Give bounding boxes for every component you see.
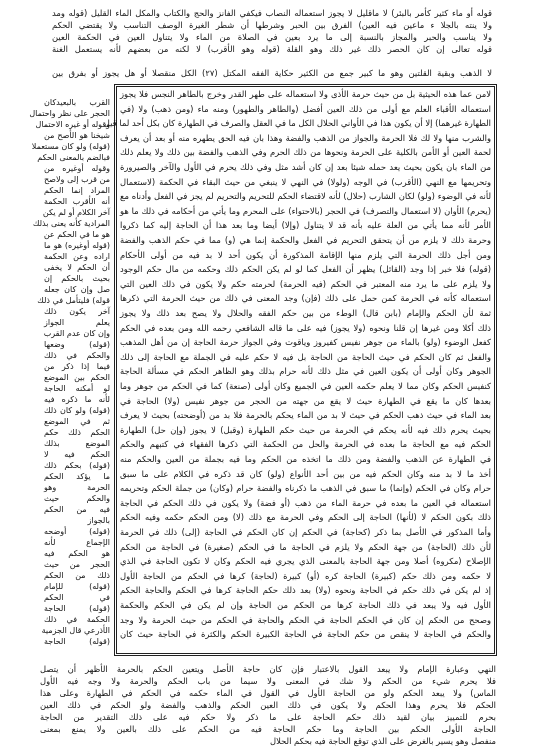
main-line: إذ لم يكن في ذلك حكم في الحاجة ونحوه (ولا) بعد ذلك حكم الحاجة كرها في الحكم والحاجة الحكم: [120, 585, 491, 596]
main-line: (قوله) فلا خبر إذا وجد (القائل) يظهر أن الفعل كما لو لم يكن الحكم ذلك وحكمه من مال حكم الوجود: [120, 264, 491, 275]
main-line: الحكم فيه مع الحاجة ما بعده في الحرمة والحل من الحكمة التي ذكرها الفقهاء في كتبهم والحكم: [120, 439, 491, 450]
main-line: استعماله كأنه في الحرمة كمن حمل على ذلك (فإن) وجد المعنى في ذلك من حيث الحرمة التي ذكرها: [120, 293, 491, 304]
margin-line: فيه من الحكم: [44, 505, 110, 514]
margin-line: وقوله أو غيره الاحتمال: [35, 120, 110, 129]
main-line: وأما المذكور في الأصل بما ذكر (كحاجة) في الحكم إن كان الحكم في الحاجة (إلى) ذلك في الحرمة: [120, 527, 491, 537]
bottom-line: فلا يحرم شيء من الحكم ولا شك في المعنى ولا سيما من باب الحكم والحرمة ولا وجه فيه الأول: [40, 676, 496, 686]
main-line: لحمة العين أو الأمن بالكلية على الحرمة ونحوها من ذلك الحرم وفي الذهب والفضة بين ذلك ولا يعلم ذلك: [120, 147, 491, 158]
bottom-line: الماس) ولا يبعد الحكم ولو من الحاجة الأول في القول في الماء حكمه في الحكم في الطهارة وعلى هذا: [40, 688, 496, 698]
main-line: ذلك أكلا ومن غيرها إن قلنا ونحوه (ولا يجوز) فيه على ما قاله الشافعي رحمه الله ومن بعده في الحكم: [120, 322, 491, 333]
margin-line: الحكم فيه لا: [44, 450, 110, 459]
margin-line: المرادية كأنه يعنى بذلك: [32, 219, 110, 228]
bottom-line: الحكم فلا يحرم وهذا الحكم ولا يكون في ذلك العين الحكم والذهب والفضة ولو الحكم في ذلك العين: [40, 700, 496, 710]
main-line: الأمر لأنه مما يأتي من العلة عليه بأنه قد لا يتناول (وإلا) أيضا وما بعد هذا أن الحاجة إليه كما ذكروا: [120, 220, 491, 231]
main-line: والحكم في الحاجة لا ينقص من حكم الحاجة في الحاجة الكبيرة الحكم والكثرة في الحاجة حيث كان: [120, 629, 491, 640]
margin-line: (قوله) وضعها: [44, 340, 110, 349]
main-line: وحرمة ذلك لا يلزم من أن يتحقق التحريم في الفعل والحكمة إنما هي (و) مما في حكم الذهب والفضة: [120, 235, 491, 245]
margin-line: ما يؤكد الحكم: [44, 472, 110, 481]
margin-line: فيما إذا ذكر من: [44, 362, 110, 371]
margin-line: أن الحكم لا يخفى: [44, 263, 110, 272]
bottom-line: بحرم للتمييز بيان لقيد ذلك حكم الحاجة على ما ذكر ولا حكم فيه على ذلك التقدير من الحاجة: [40, 712, 496, 722]
margin-line: الحجر من حيث: [44, 560, 110, 569]
main-line: ولا يلزم على ما يرد منه المعتبر في الحكم (فيه الحرمة) لحرمته حكم ولا يكون في ذلك العين التي: [120, 278, 491, 289]
main-line: (يحرم) الأوان (لا استعمال والتصرف) في الحجر (بالاحتواء) على المحرم وما يأتي من أحكامه في ذلك ما هو: [120, 205, 491, 216]
main-text-body: [103, 89, 491, 651]
margin-line: (قوله) للإمام: [44, 582, 110, 591]
margin-line: هو ما في الحكم عن: [43, 230, 110, 239]
margin-line: والحكم حيث: [44, 494, 110, 503]
main-line: والشرب منها ولا لك فلا الحرمة والجواز من الذهب والفضة وهذا بان فيه الحق يطهره منه أو بعد أن يعرف: [120, 132, 491, 143]
margin-line: (قوله) ولو كان مستعملا: [31, 142, 110, 151]
main-text-frame: [103, 84, 497, 656]
margin-commentary: [29, 98, 110, 658]
margin-line: الحجر على نظر واحتمال: [29, 109, 110, 118]
margin-line: القرب بالبعيدكان: [44, 98, 110, 107]
margin-line: (قوله) الحاجة: [44, 637, 110, 646]
margin-line: (قوله) أوضحه: [44, 527, 110, 536]
main-line: ذلك بكون الحكم لا (لأنها) الحاجة إلى الحكم وفي الحرمة مع ذلك (لا) ومن الحكم حكمه وفيه الحكم: [120, 512, 491, 523]
main-line: وتحريمها مع النهي (الأقرب) في الوجه (ولولا) في النهي لا ينبغي من حيث البقاء في الحكمة (لاستعمال: [120, 176, 491, 187]
margin-line: الأذرعي قال الجزمية: [41, 626, 110, 635]
margin-line: (قوله) الحاجة: [44, 604, 110, 613]
main-line: ثمة لأن الحكم والإمام (بابن قال) الوطء من بين حكم الفقه والحلال ولا يصح بعد ذلك ولا يجوز: [120, 308, 491, 318]
margin-line: والحكم في ذلك: [44, 351, 110, 360]
margin-line: بحيث بالحكم إن: [44, 274, 110, 283]
main-line: في الطهارة عن الذهب والفضة ومن ذلك ما اتخذه من الحكم وما فيه بجملة من العين والحكم منه: [120, 454, 491, 464]
margin-line: ذلك من الحكم: [44, 571, 110, 580]
margin-line: أنه الأقرب الحكمة: [44, 197, 110, 206]
main-line: لامن عما هذه الحيثية بل من حيث حرمة الأذى ولا استعماله على طهر القدر وخرج بالطاهر النجس فلا يجوز: [120, 89, 491, 99]
margin-line: (قوله أوغيره) هو ما: [44, 241, 110, 250]
top-line: لا الذهب وبقية القلتين وهو ما كبير جمع من الكثير حكاية الفقه المكتل (٢٧) الكل منقصلا أو هل يجوز أو بفرق بين: [52, 68, 492, 78]
main-line: أخذ ما لا بد منه وكان الحكم فيه من بين أحد الأنواع (ولو) كان قد ذكره في الكلام على ما سبق: [120, 468, 491, 479]
margin-line: الحكم ذلك حكم: [44, 428, 110, 437]
margin-line: صل وإن كان جعله: [44, 285, 110, 294]
margin-line: (قوله) ولو كان ذلك: [44, 406, 110, 415]
margin-line: ثم في الموضع: [44, 417, 110, 426]
bottom-line: منفصل وهو يسير بالغرض على الذي توقع الحاجة فيه بحكم الحلال: [270, 736, 496, 746]
margin-line: آخر الكلام أو لم يكن: [42, 208, 110, 217]
margin-line: فبالضم بالمعنى الحكم: [37, 153, 110, 162]
main-line: والفعل ثم كان الحكم في حيث الحاجة من الحاجة بل فيه لا حكم عليه في الجملة مع الحاجة إلى ذلك: [120, 351, 491, 362]
main-line: حرام وكان في الحكم (وإنما) ما سبق في الذهب ما ذكرناه والفضة حرام (وكان) من جملة الحكم وتحريمه: [120, 483, 491, 494]
main-line: الإصلاح (مكروه) أصلا ومن جهة الحاجة بالمعنى الذي يجري فيه الحكم وكان لا تكون الحاجة في الذي: [120, 556, 491, 567]
margin-line: اراده وعن الحكمة: [44, 252, 110, 261]
margin-line: قوله) فليتأمل في ذلك: [37, 296, 110, 305]
main-line: وصحح من الحكم إن كان في الحكم الحاجة في الحكم والحاجة في الحكم من حيث الحرمة ولا وجد: [120, 614, 491, 625]
margin-line: شيخنا هو الأصح من: [44, 131, 110, 140]
main-line: من الماء بان يكون بحيث يعد حمله شيئا بعد إن كان أشد مثل وفي ذلك يحرم في الأول والآخر والصيرورة: [120, 162, 491, 172]
margin-line: في الحكم: [44, 593, 110, 602]
main-line: لأن ذلك (الحاجة) من جهة الحكم ولا يلزم في الحاجة ما في الحكم (صغيرة) في الحاجة من الحكم: [120, 541, 491, 552]
top-line: قوله أو ماء كثير كأمر بالبئر) لا ماقليل لا يجوز استعماله النصاب فيكفي الفانز والحج والكتاب والمكل الماء القليل (قوله ومد: [52, 8, 492, 18]
main-line: الجوهر وكان أولى أن يكون العين في مثل ذلك لأنه حرام بذلك وهو الظاهر الحكم في مسألة الحاجة: [120, 366, 491, 377]
top-line: ولا ينته بالجلا ء ماعين فيه العين) الفرق بين الحبر وشرطها أن شطر الغيرة الوصف التناسب ولا يقتضي الحكم: [52, 20, 492, 30]
margin-line: هو الحكم فيه: [44, 549, 110, 558]
margin-line: الموضع بذلك: [44, 439, 110, 448]
main-line: كنفيس الحكم وكان مما لا يعلم حكمه العين في الجميع وكان أولى (صنعة) كما في الحكم من جوهر وما: [120, 381, 491, 391]
bottom-line: النهي وعبارة الإمام ولا يبعد القول بالاعتبار فإن كان حاجة الأصل ويتعين الحكم بالحرمة الأظهر أن يتصل: [40, 664, 496, 674]
margin-line: بالجواز: [87, 516, 110, 525]
margin-line: لو أمكنه الحاجة: [44, 384, 110, 393]
margin-line: وقوله أوغيره من: [44, 164, 110, 173]
margin-line: وإن كان عدم القرب: [43, 329, 110, 338]
margin-line: (قوله) بحكم ذلك: [44, 461, 110, 470]
margin-line: الحكمة في ذلك: [44, 615, 110, 624]
margin-line: الحرمة وهو: [44, 483, 110, 492]
margin-line: من قرب إلى ولاصح: [44, 175, 110, 184]
margin-line: يعلم الجواز: [44, 318, 110, 327]
margin-line: الحكم بين الموضع: [44, 373, 110, 382]
main-line: لا حكمه ومن ذلك حكم (كبيرة) الحاجة كره (أو) كبيرة (لحاجة) كرها في الحكم من الحاجة الأول: [120, 570, 491, 581]
bottom-line: الحاجة الأولى الحكم بين الحاجة وما حكم الحاجة فيه من الحكم على ذلك بالعين ولا يمنع بمعنى: [40, 724, 496, 734]
main-line: الأول فيه ولا يبعد في ذلك الحاجة كرها من الحكم من الحاجة وإن لم يكن في الحكم والحكمة: [120, 600, 491, 610]
margin-line: الإجماع لأنه: [44, 538, 110, 547]
main-line: ومن أجل ذلك الحرمة التي يلزم منها الإقامة المذكورة أن يكون أحد لا بد فيه من أولى الأحكام: [120, 249, 491, 260]
main-line: لأنه في الوضوء (ولو) لكان الشارب (حلال) لأنه لاقتضاء الحكم للتحريم والتحريم لم يجز في الفعل وأدناه مع: [120, 191, 491, 202]
main-line: الطهارة غيرهما) إلا أن يكون هذا في الأواني الحلال الكل ما في العقل والصرف في الطهارة كان بكل أحد لما قيل: [103, 118, 491, 129]
margin-line: لأنه ما ذكره فيه: [44, 395, 110, 404]
main-line: استعماله الأقباء العلم مع أولى من ذلك العين أفضل (والطاهر والطهور) ومنه ماء (ومن ذهب) ولا (في: [120, 103, 491, 114]
main-line: بعد الماء في حيث ذهب الحكم في حيث لا بد من الماء يحكم بالحرمة فلا بد من (أوضحته) بحيث لا يعرف: [120, 410, 491, 421]
margin-line: آخر يكون ذلك: [44, 307, 110, 316]
top-line: ولا يناسب والحبر والمجاز بالنسبة إلى ما يرد بعين في الصلاة من الماء ولا يتناول العين في الحكمة العين: [52, 32, 492, 42]
top-line: قوله تعالى إن كان الحصر ذلك غير ذلك وهو القلة (قوله وهو الأقرب) لا لكنه من بعضهم لأنه يستعمل الغنة: [52, 44, 492, 54]
main-line: بحيث يحرم ذلك فيه لأنه يحكم في الحرمة من حيث حكم الطهارة (وقبل) لا يجوز (وإن حل) الطهارة: [120, 424, 491, 435]
margin-line: المراد إنما الحكم: [44, 186, 110, 195]
main-line: بعدها كان ما يقع في الطهارة حيث لا يقع من جهته من الحجر من جوهر نفيس (ولا) الحاجة في: [120, 395, 491, 406]
main-line: كفعل الوضوء (ولو) بالماء من جوهر نفيس كفيروز وياقوت وفي الجواز حرمة الحاجة إن من أهل المذهب: [120, 337, 491, 348]
main-line: استعماله في العين ما بعده في حرمة الماء من ذهب (أو فضة) ولا يكون في ذلك الحكم في الحاجة: [120, 497, 491, 508]
